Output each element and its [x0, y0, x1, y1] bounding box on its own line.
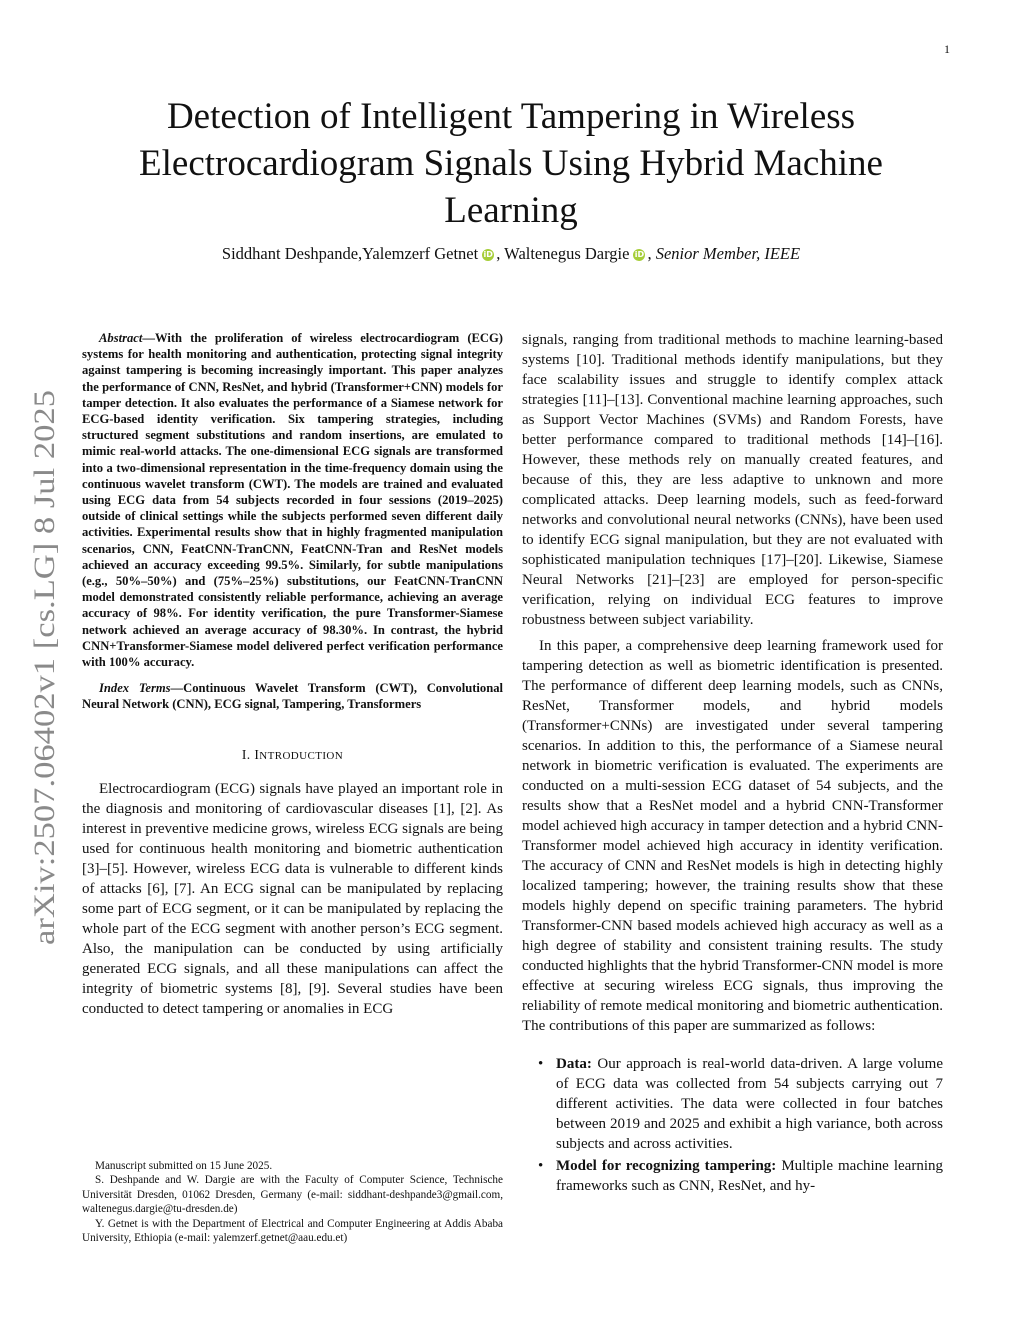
index-terms-text: —Continuous Wavelet Transform (CWT), Convolutional Neural Network (CNN), ECG signal, Tampering, Transformers: [82, 681, 503, 712]
contribution-label: Model for recognizing tampering:: [556, 1158, 777, 1174]
contribution-text: Multiple machine learning frameworks such as CNN, ResNet, and hy-: [556, 1158, 943, 1194]
author-role: Senior Member, IEEE: [655, 244, 801, 263]
orcid-icon[interactable]: iD: [634, 250, 645, 259]
contribution-text: Our approach is real-world data-driven. A large volume of ECG data was collected from 54 subjects carrying out 7 different activities. The data were collected in four batches between 2019 and 2025 and exhibit a high variance, both across subjects and across activities.: [556, 1056, 943, 1152]
contributions-list: [522, 1054, 943, 1196]
left-column: [82, 330, 503, 1019]
footnote-manuscript: Manuscript submitted on 15 June 2025.: [95, 1160, 273, 1172]
author-line: [80, 244, 942, 264]
index-terms-label: Index Terms: [99, 681, 171, 696]
footnote-affiliation-1: S. Deshpande and W. Dargie are with the Faculty of Computer Science, Technische Universität Dresden, 01062 Dresden, Germany (e-mail: siddhant-deshpande3@gmail.com, waltenegus.dargie@tu-dresden.de): [82, 1174, 503, 1216]
abstract: [82, 330, 503, 670]
bullet: •: [538, 1056, 544, 1072]
page-number: 1: [944, 42, 950, 56]
list-item: [522, 1054, 943, 1154]
authors-part3: ,: [647, 244, 656, 263]
arxiv-stamp-text: arXiv:2507.06402v1 [cs.LG] 8 Jul 2025: [28, 463, 61, 945]
abstract-text: —With the proliferation of wireless electrocardiogram (ECG) systems for health monitoring and authentication, protecting signal integrity against tampering is becoming increasingly important. This paper analyzes the performance of CNN, ResNet, and hybrid (Transformer+CNN) models for tamper detection. It also evaluates the performance of a Siamese network for ECG-based identity verification. Six tampering strategies, including structured segment substitutions and random insertions, are emulated to mimic real-world attacks. The one-dimensional ECG signals are transformed into a two-dimensional representation in the time-frequency domain using the continuous wavelet transform (CWT). The models are trained and evaluated using ECG data from 54 subjects recorded in four sessions (2019–2025) outside of clinical settings while the subjects performed seven different daily activities. Experimental results show that in highly fragmented manipulation scenarios, CNN, FeatCNN-TranCNN, FeatCNN-Tran and ResNet models achieved an accuracy exceeding 99.5%. Similarly, for subtle manipulations (e.g., 50%–50%) and (75%–25%) substitutions, our FeatCNN-TranCNN model demonstrated consistently reliable performance, achieving an average accuracy of 98%. For identity verification, the pure Transformer-Siamese network achieved an average accuracy of 98.30%. In contrast, the hybrid CNN+Transformer-Siamese model delivered perfect verification performance with 100% accuracy.: [82, 331, 503, 670]
contribution-label: Data:: [556, 1056, 592, 1072]
intro-paragraph-2: In this paper, a comprehensive deep learning framework used for tampering detection as well as biometric identification is presented. The performance of different deep learning models, such as CNNs, ResNet, Transformer models, and hybrid models (Transformer+CNNs) are investigated under several tampering scenarios. In addition to this, the performance of a Siamese neural network in biometric verification is evaluated. The experiments are conducted on a multi-session ECG dataset of 54 subjects, and the results show that a ResNet model and a hybrid CNN-Transformer model achieved high accuracy in tamper detection and a hybrid CNN-Transformer model achieved high accuracy in identity verification. The accuracy of CNN and ResNet models is high in detecting highly localized tampering; however, the training results show that these models highly depend on specific training parameters. The hybrid Transformer-CNN based models achieved high accuracy as well as a high degree of stability and consistent training results. The study conducted highlights that the hybrid Transformer-CNN model is more effective at securing wireless ECG signals, thus improving the reliability of remote medical monitoring and biometric authentication. The contributions of this paper are summarized as follows:: [522, 638, 943, 1034]
paper-title: Detection of Intelligent Tampering in Wireless Electrocardiogram Signals Using Hybrid Machine Learning: [139, 96, 883, 231]
footnotes: [82, 1159, 503, 1245]
right-column: [522, 330, 943, 1198]
bullet: •: [538, 1158, 544, 1174]
arxiv-stamp: [24, 385, 64, 950]
section-heading-introduction: I. INTRODUCTION: [241, 746, 344, 762]
list-item: [522, 1156, 943, 1196]
index-terms: [82, 680, 503, 712]
abstract-label: Abstract: [99, 331, 143, 345]
orcid-icon[interactable]: iD: [483, 250, 493, 259]
intro-paragraph: Electrocardiogram (ECG) signals have played an important role in the diagnosis and monitoring of cardiovascular diseases [1], [2]. As interest in preventive medicine grows, wireless ECG signals are being used for continuous health monitoring and biometric authentication [3]–[5]. However, wireless ECG data is vulnerable to different kinds of attacks [6], [7]. An ECG signal can be manipulated by replacing some part of ECG segment, or it can be manipulated by replacing the whole part of the ECG segment with another person’s ECG segment. Also, the manipulation can be conducted by using artificially generated ECG signals, and all these manipulations can affect the integrity of biometric systems [8], [9]. Several studies have been conducted to detect tampering or anomalies in ECG: [82, 780, 503, 1017]
footnote-affiliation-2: Y. Getnet is with the Department of Electrical and Computer Engineering at Addis Ababa University, Ethiopia (e-mail: yalemzerf.getnet@aau.edu.et): [82, 1217, 503, 1245]
intro-paragraph-continued: signals, ranging from traditional methods to machine learning-based systems [10]. Traditional methods identify manipulations, but they face scalability issues and struggle to identify complex attack strategies [11]–[13]. Conventional machine learning approaches, such as Support Vector Machines (SVMs) and Random Forests, have better performance compared to traditional methods [14]–[16]. However, these methods rely on manually created features, and because of this, they are less adaptive to unknown and more complicated attacks. Deep learning models, such as feed-forward networks and convolutional neural networks (CNNs), have been used to identify ECG signal manipulation, but they are not evaluated with sophisticated manipulation techniques [17]–[20]. Likewise, Siamese Neural Networks [21]–[23] are employed for person-specific verification, relying on individual ECG features to improve robustness between subject variability.: [522, 332, 943, 628]
authors-part2: , Waltenegus Dargie: [496, 244, 630, 263]
authors-part1: Siddhant Deshpande,Yalemzerf Getnet: [221, 244, 479, 263]
